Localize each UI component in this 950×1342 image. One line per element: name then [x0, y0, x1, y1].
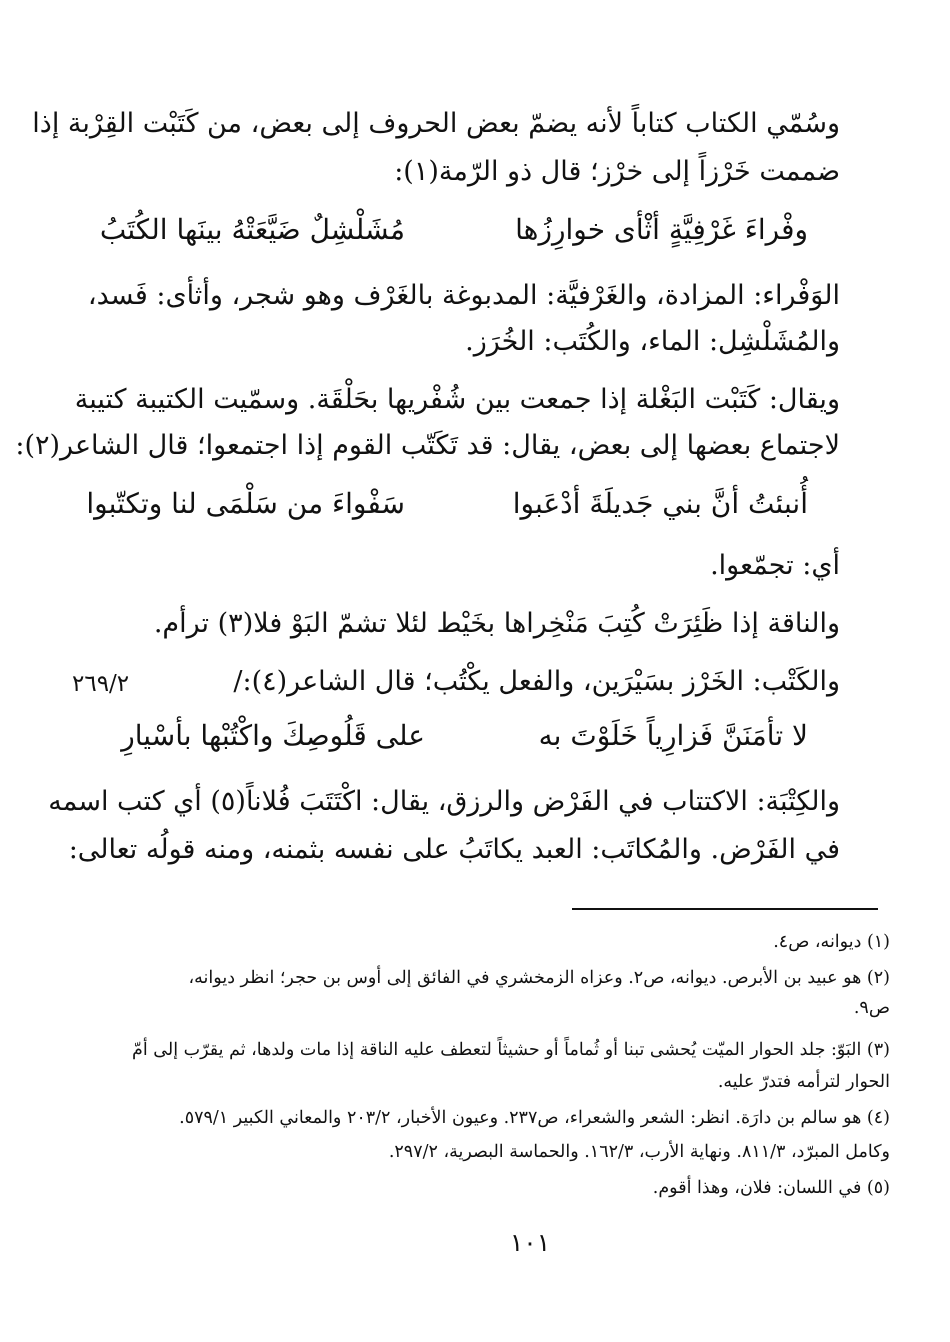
verse-3-second-hemistich: على قَلُوصِكَ واكْتُبْها بأسْيارِ [121, 719, 425, 752]
paragraph-2-line-1: الوَفْراء: المزادة، والغَرْفيَّة: المدبوغة بالغَرْف وهو شجر، وأثأى: فَسد، [87, 280, 840, 311]
paragraph-7-line-2: في الفَرْض. والمُكاتَب: العبد يكاتَبُ على نفسه بثمنه، ومنه قولُه تعالى: [68, 834, 840, 865]
footnote-4-line-1: (٤) هو سالم بن دارَة. انظر: الشعر والشعراء، ص٢٣٧. وعيون الأخبار، ٢٠٣/٢ والمعاني الكبير ٥٧٩/١. [179, 1108, 890, 1128]
paragraph-7-line-1: والكِتْبَة: الاكتتاب في الفَرْض والرزق، يقال: اكْتَتَبَ فُلاناً(٥) أي كتب اسمه [48, 786, 840, 817]
paragraph-4: أي: تجمّعوا. [710, 550, 840, 581]
verse-2-second-hemistich: سَفْواءَ من سَلْمَى لنا وتكتّبوا [86, 487, 405, 520]
page-number: ١٠١ [509, 1228, 551, 1257]
footnote-separator [572, 908, 878, 910]
paragraph-2-line-2: والمُشَلْشِل: الماء، والكُتَب: الخُرَز. [465, 326, 840, 357]
footnote-4-line-2: وكامل المبرّد، ٨١١/٣. ونهاية الأرب، ١٦٢/٣. والحماسة البصرية، ٢٩٧/٢. [388, 1142, 890, 1162]
footnote-5: (٥) في اللسان: فلان، وهذا أقوم. [652, 1178, 890, 1198]
footnote-2-line-1: (٢) هو عبيد بن الأبرص. ديوانه، ص٢. وعزاه الزمخشري في الفائق إلى أوس بن حجر؛ انظر ديوانه، [188, 968, 890, 988]
paragraph-3-line-1: ويقال: كَتَبْت البَغْلة إذا جمعت بين شُفْريها بحَلْقَة. وسمّيت الكتيبة كتيبة [74, 384, 840, 415]
paragraph-1-line-1: وسُمّي الكتاب كتاباً لأنه يضمّ بعض الحروف إلى بعض، من كَتَبْت القِرْبة إذا [32, 108, 840, 139]
paragraph-5: والناقة إذا ظَئِرَتْ كُتِبَ مَنْخِراها بخَيْط لئلا تشمّ البَوْ فلا(٣) ترأم. [153, 608, 840, 639]
verse-1-first-hemistich: وفْراءَ غَرْفِيَّةٍ أثْأى خوارِزُها [515, 213, 808, 246]
paragraph-6: والكَتْب: الخَرْز بسَيْرَين، والفعل يكْتُب؛ قال الشاعر(٤):/ [233, 666, 840, 697]
margin-reference: ٢٦٩/٢ [72, 671, 130, 697]
paragraph-3-line-2: لاجتماع بعضها إلى بعض، يقال: قد تَكَتّب القوم إذا اجتمعوا؛ قال الشاعر(٢): [15, 430, 840, 461]
verse-2-first-hemistich: أُنبئتُ أنَّ بني جَديلَةَ أدْعَبوا [512, 487, 808, 520]
footnote-2-line-2: ص٩. [853, 998, 890, 1018]
footnote-3-line-2: الحوار لترأمه فتدرّ عليه. [717, 1072, 890, 1092]
footnote-3-line-1: (٣) البَوّ: جلد الحوار الميّت يُحشى تبنا أو ثُماماً أو حشيثاً لتعطف عليه الناقة إذا مات ولدها، ثم يقرّب إلى أمّ [132, 1040, 890, 1060]
paragraph-1-line-2: ضممت خَرْزاً إلى خرْز؛ قال ذو الرّمة(١): [394, 156, 840, 187]
verse-1-second-hemistich: مُشَلْشِلٌ ضَيَّعَتْهُ بينَها الكُتَبُ [99, 213, 405, 246]
verse-3-first-hemistich: لا تأمَنَنَّ فَزارِياً خَلَوْتَ به [538, 719, 808, 752]
footnote-1: (١) ديوانه، ص٤. [773, 932, 890, 952]
